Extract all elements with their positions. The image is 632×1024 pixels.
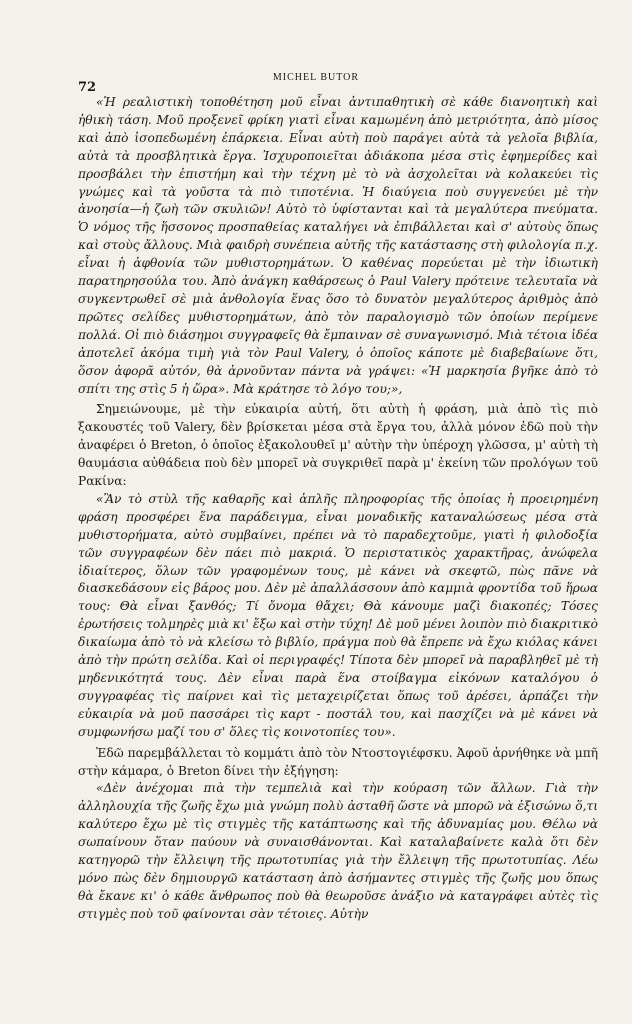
quote-paragraph-1: «Ἡ ρεαλιστικὴ τοποθέτηση μοῦ εἶναι ἀντιπαθητικὴ σὲ κάθε διανοητικὴ καὶ ἠθικὴ τάση. Μοῦ προξενεῖ φρίκη γιατὶ εἶναι καμωμένη ἀπὸ μετριότητα, ἀπὸ μίσος καὶ ἀπὸ ἰσοπεδωμένη ἐπάρκεια. Εἶναι αὐτὴ ποὺ παράγει αὐτὰ τὰ γελοῖα βιβλία, αὐτὰ τὰ προσβλητικὰ ἔργα. Ἰσχυροποιεῖται ἀδιάκοπα μέσα στὶς ἐφημερίδες καὶ προσβάλει τὴν ἐπιστήμη καὶ τὴν τέχνη μὲ τὸ νὰ ἀσχολεῖται νὰ κολακεύει τὶς γνώμες καὶ τὰ γοῦστα τὰ πιὸ τιποτένια. Ἡ διαύγεια ποὺ συγγενεύει μὲ τὴν ἀνοησία—ἡ ζωὴ τῶν σκυλιῶν! Αὐτὸ τὸ ὑφίστανται καὶ τὰ μεγαλύτερα πνεύματα. Ὁ νόμος τῆς ἥσσονος προσπαθείας καταλήγει νὰ ἐπιβάλλεται καὶ σ' αὐτοὺς ὅπως καὶ στοὺς ἄλλους. Μιὰ φαιδρὴ συνέπεια αὐτῆς τῆς κατάστασης στὴ φιλολογία π.χ. εἶναι ἡ ἀφθονία τῶν μυθιστορημάτων. Ὁ καθένας πορεύεται μὲ τὴν ἰδιωτικὴ παρατηρησούλα του. Ἀπὸ ἀνάγκη καθάρσεως ὁ Paul Valery πρότεινε τελευταῖα νὰ συγκεντρωθεῖ σὲ μιὰ ἀνθολογία ἕνας ὅσο τὸ δυνατὸν μεγαλύτερος ἀριθμὸς ἀπὸ πρῶτες σελίδες μυθιστορημάτων, ἀπὸ τὸν παραλογισμὸ τῶν ὁποίων περίμενε πολλά. Οἱ πιὸ διάσημοι συγγραφεῖς θὰ ἔμπαιναν σὲ συναγωνισμό. Μιὰ τέτοια ἰδέα ἀποτελεῖ ἀκόμα τιμὴ γιὰ τὸν Paul Valery, ὁ ὁποῖος κάποτε μὲ διαβεβαίωνε ὅτι, ὅσον ἀφορᾶ αὐτόν, θὰ ἀρνοῦνταν πάντα νὰ γράψει: «Ἡ μαρκησία βγῆκε ἀπὸ τὸ σπίτι της στὶς 5 ἡ ὥρα». Μὰ κράτησε τὸ λόγο του;», — [78, 95, 598, 396]
quote-paragraph-3: «Ἂν τὸ στὺλ τῆς καθαρῆς καὶ ἁπλῆς πληροφορίας τῆς ὁποίας ἡ προειρημένη φράση προσφέρει ἕνα παράδειγμα, εἶναι μοναδικῆς καταναλώσεως μέσα στὰ μυθιστορήματα, αὐτὸ συμβαίνει, πρέπει νὰ τὸ παραδεχτοῦμε, γιατὶ ἡ φιλοδοξία τῶν συγγραφέων δὲν πάει πιὸ μακριά. Ὁ περιστατικὸς χαρακτῆρας, ἀνώφελα ἰδιαίτερος, ὅλων τῶν γραφομένων τους, μὲ κάνει νὰ σκεφτῶ, πὼς πᾶνε νὰ διασκεδάσουν εἰς βάρος μου. Δὲν μὲ ἀπαλλάσσουν ἀπὸ καμμιὰ φροντίδα τοῦ ἥρωα τους: Θὰ εἶναι ξανθός; Τί ὄνομα θἄχει; Θὰ κάνουμε μαζὶ διακοπές; Τόσες ἐρωτήσεις τολμηρὲς μιὰ κι' ἔξω καὶ στὴν τύχη! Δὲ μοῦ μένει λοιπὸν πιὸ διακριτικὸ δικαίωμα ἀπὸ τὸ νὰ κλείσω τὸ βιβλίο, πράγμα ποὺ θὰ ἔπρεπε νὰ ἔχω κιόλας κάνει ἀπὸ τὴν πρώτη σελίδα. Καὶ οἱ περιγραφές! Τίποτα δὲν μπορεῖ νὰ παραβληθεῖ μὲ τὴ μηδενικότητά τους. Δὲν εἶναι παρὰ ἕνα στοίβαγμα εἰκόνων καταλόγου ὁ συγγραφέας τὶς παίρνει καὶ τὶς μεταχειρίζεται ὅπως τοῦ ἀρέσει, ἁρπάζει τὴν εὐκαιρία νὰ μοῦ πασσάρει τὶς καρτ - ποστάλ του, καὶ πασχίζει νὰ μὲ κάνει νὰ συμφωνήσω μαζί του σ' ὅλες τὶς κοινοτοπίες του». — [78, 491, 598, 739]
page-number: 72 — [78, 80, 97, 95]
running-head: MICHEL BUTOR — [272, 72, 360, 83]
quote-paragraph-5: «Δὲν ἀνέχομαι πιὰ τὴν τεμπελιὰ καὶ τὴν κούραση τῶν ἄλλων. Γιὰ τὴν ἀλληλουχία τῆς ζωῆς ἔχω μιὰ γνώμη πολὺ ἀσταθῆ ὥστε νὰ μπορῶ νὰ ἐξισώνω ὅ,τι καλύτερο ἔχω μὲ τὶς στιγμὲς τῆς κατάπτωσης καὶ τῆς ἀδυναμίας μου. Θέλω νὰ σωπαίνουν ὅταν παύουν νὰ συναισθάνονται. Καὶ καταλαβαίνετε καλὰ ὅτι δὲν κατηγορῶ τὴν ἔλλειψη τῆς πρωτοτυπίας γιὰ τὴν ἔλλειψη τῆς πρωτοτυπίας. Λέω μόνο πὼς δὲν δημιουργῶ κατάσταση ἀπὸ ἀσήμαντες στιγμὲς τῆς ζωῆς μου ὅπως θὰ ἔκανε κι' ὁ κάθε ἄνθρωπος ποὺ θὰ θεωροῦσε ἀνάξιο νὰ καταγράφει αὐτὲς τὶς στιγμὲς ποὺ τοῦ φαίνονται σὰν τέτοιες. Αὐτὴν — [78, 781, 598, 921]
body-paragraph-4: Ἐδῶ παρεμβάλλεται τὸ κομμάτι ἀπὸ τὸν Ντοστογιέφσκυ. Ἀφοῦ ἀρνήθηκε νὰ μπῆ στὴν κάμαρα, ὁ Breton δίνει τὴν ἐξήγηση: — [78, 745, 598, 778]
page-body — [78, 94, 598, 924]
body-paragraph-2: Σημειώνουμε, μὲ τὴν εὐκαιρία αὐτή, ὅτι αὐτὴ ἡ φράση, μιὰ ἀπὸ τὶς πιὸ ξακουστές τοῦ Valery, δὲν βρίσκεται μέσα στὰ ἔργα του, ἀλλὰ μόνον ἐδῶ ποὺ τὴν ἀναφέρει ὁ Breton, ὁ ὁποῖος ἐξακολουθεῖ μ' αὐτὴν τὴν ὑπέροχη γλῶσσα, μ' αὐτὴ τὴ θαυμάσια αὐθάδεια ποὺ δὲν μπορεῖ νὰ συγκριθεῖ παρὰ μ' ἐκείνη τῶν προλόγων τοῦ Ρακίνα: — [78, 402, 598, 489]
